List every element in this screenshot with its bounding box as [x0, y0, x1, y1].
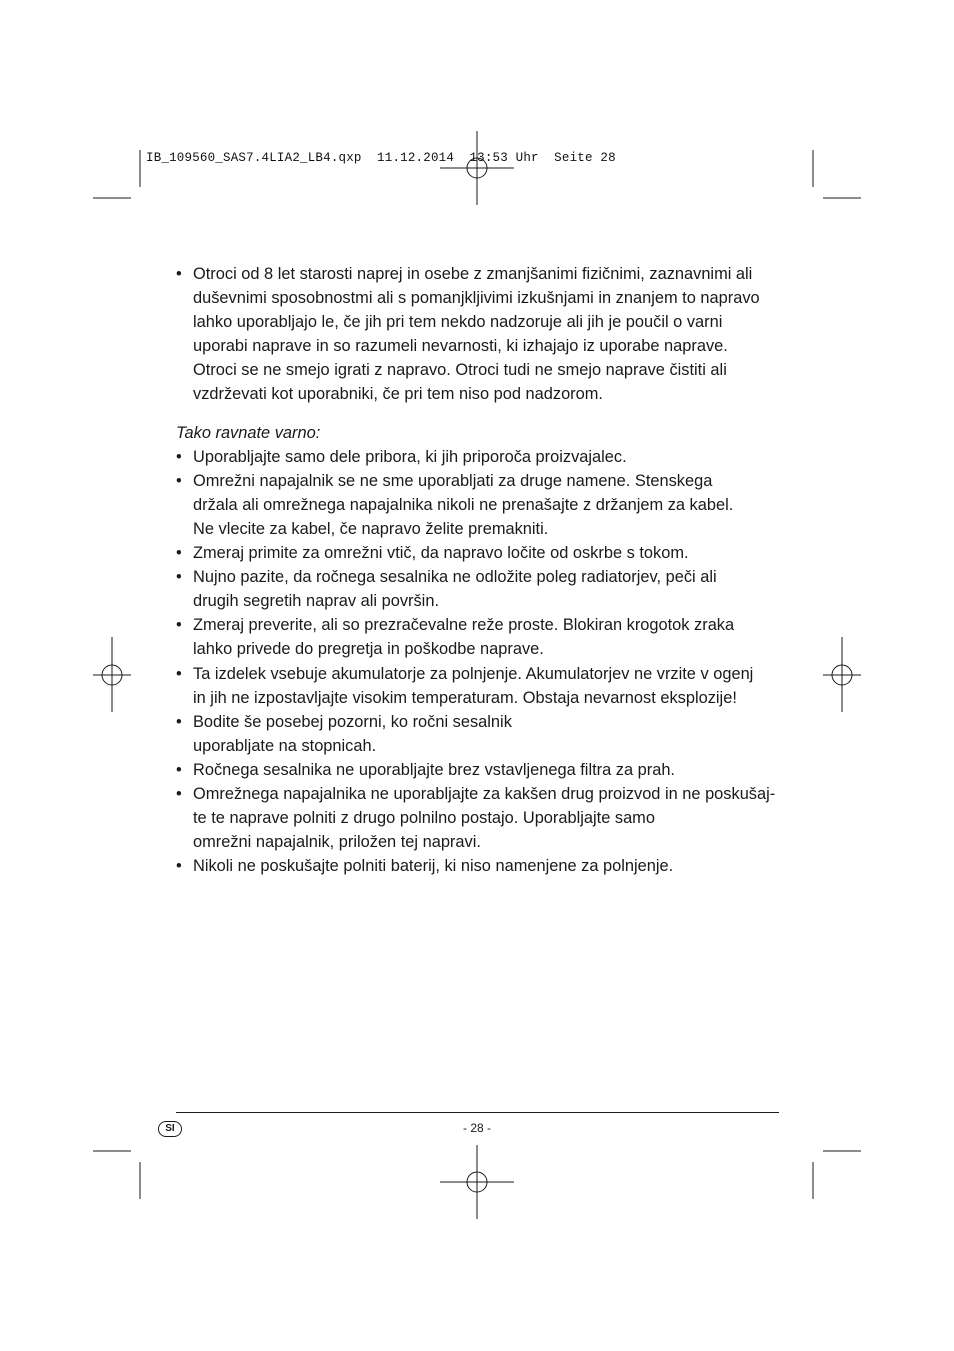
safety-bullet-8	[176, 758, 778, 782]
text-line: Omrežni napajalnik se ne sme uporabljati za druge namene. Stenskega	[193, 471, 713, 490]
crop-mark-top-left	[93, 150, 140, 198]
bullet-dot: •	[176, 447, 182, 466]
language-badge: SI	[158, 1121, 182, 1137]
footer-divider	[176, 1112, 779, 1113]
safety-bullet-4	[176, 565, 778, 613]
text-line: in jih ne izpostavljajte visokim temperaturam. Obstaja nevarnost eksplozije!	[193, 688, 737, 707]
bullet-dot: •	[176, 544, 182, 563]
bullet-dot: •	[176, 664, 182, 683]
safety-bullet-3	[176, 541, 778, 565]
page-number: - 28 -	[462, 1121, 491, 1135]
bullet-dot: •	[176, 760, 182, 779]
bullet-dot: •	[176, 568, 182, 587]
bullet-dot: •	[176, 471, 182, 490]
text-line: Omrežnega napajalnika ne uporabljajte za kakšen drug proizvod in ne poskušaj-	[193, 784, 776, 803]
text-line: Otroci od 8 let starosti naprej in osebe z zmanjšanimi fizičnimi, zaznavnimi ali	[193, 265, 753, 283]
crop-mark-top-right	[813, 150, 861, 198]
safety-bullet-5	[176, 613, 778, 661]
bullet-dot: •	[176, 784, 182, 803]
intro-bullet	[176, 262, 778, 407]
bullet-dot: •	[176, 712, 182, 731]
text-line: Nujno pazite, da ročnega sesalnika ne odložite poleg radiatorjev, peči ali	[193, 568, 717, 587]
text-line: lahko privede do pregretja in poškodbe naprave.	[193, 640, 544, 659]
text-line: lahko uporabljajo le, če jih pri tem nekdo nadzoruje ali jih je poučil o varni	[193, 313, 723, 332]
safety-bullet-1	[176, 445, 778, 469]
text-line: te te naprave polniti z drugo polnilno postajo. Uporabljajte samo	[193, 809, 655, 828]
text-line: Bodite še posebej pozorni, ko ročni sesalnik	[193, 712, 512, 731]
safety-bullet-9	[176, 782, 778, 854]
text-line: Otroci se ne smejo igrati z napravo. Otroci tudi ne smejo naprave čistiti ali	[193, 361, 727, 380]
text-line: Zmeraj primite za omrežni vtič, da napravo ločite od oskrbe s tokom.	[193, 544, 689, 563]
text-line: Ne vlecite za kabel, če napravo želite premakniti.	[193, 519, 549, 538]
text-line: uporabi naprave in so razumeli nevarnosti, ki izhajajo iz uporabe naprave.	[193, 337, 728, 356]
document-body	[176, 262, 778, 878]
text-line: Zmeraj preverite, ali so prezračevalne reže proste. Blokiran krogotok zraka	[193, 616, 735, 635]
registration-mark-top	[440, 131, 514, 205]
safety-bullet-6	[176, 662, 778, 710]
registration-mark-bottom	[440, 1145, 514, 1219]
text-line: duševnimi sposobnostmi ali s pomanjkljivimi izkušnjami in znanjem to napravo	[193, 289, 760, 308]
crop-mark-bottom-left	[93, 1151, 140, 1199]
bullet-dot: •	[176, 857, 182, 876]
bullet-dot: •	[176, 616, 182, 635]
bullet-dot: •	[176, 265, 182, 283]
print-slug: IB_109560_SAS7.4LIA2_LB4.qxp 11.12.2014 13:53 Uhr Seite 28	[146, 151, 616, 165]
text-line: Nikoli ne poskušajte polniti baterij, ki niso namenjene za polnjenje.	[193, 857, 674, 876]
text-line: uporabljate na stopnicah.	[193, 736, 377, 755]
crop-mark-bottom-right	[813, 1151, 861, 1199]
text-line: Uporabljajte samo dele pribora, ki jih priporoča proizvajalec.	[193, 447, 627, 466]
safety-bullet-2	[176, 469, 778, 541]
text-line: držala ali omrežnega napajalnika nikoli ne prenašajte z držanjem za kabel.	[193, 495, 734, 514]
section-heading: Tako ravnate varno:	[176, 423, 321, 442]
text-line: Ročnega sesalnika ne uporabljajte brez vstavljenega filtra za prah.	[193, 760, 675, 779]
text-line: vzdrževati kot uporabniki, če pri tem niso pod nadzorom.	[193, 385, 603, 404]
safety-bullet-7	[176, 710, 778, 758]
text-line: Ta izdelek vsebuje akumulatorje za polnjenje. Akumulatorjev ne vrzite v ogenj	[193, 664, 754, 683]
registration-mark-left	[93, 637, 131, 712]
text-line: omrežni napajalnik, priložen tej napravi.	[193, 833, 481, 852]
text-line: drugih segretih naprav ali površin.	[193, 592, 439, 611]
safety-bullet-10	[176, 854, 778, 878]
registration-mark-right	[823, 637, 861, 712]
